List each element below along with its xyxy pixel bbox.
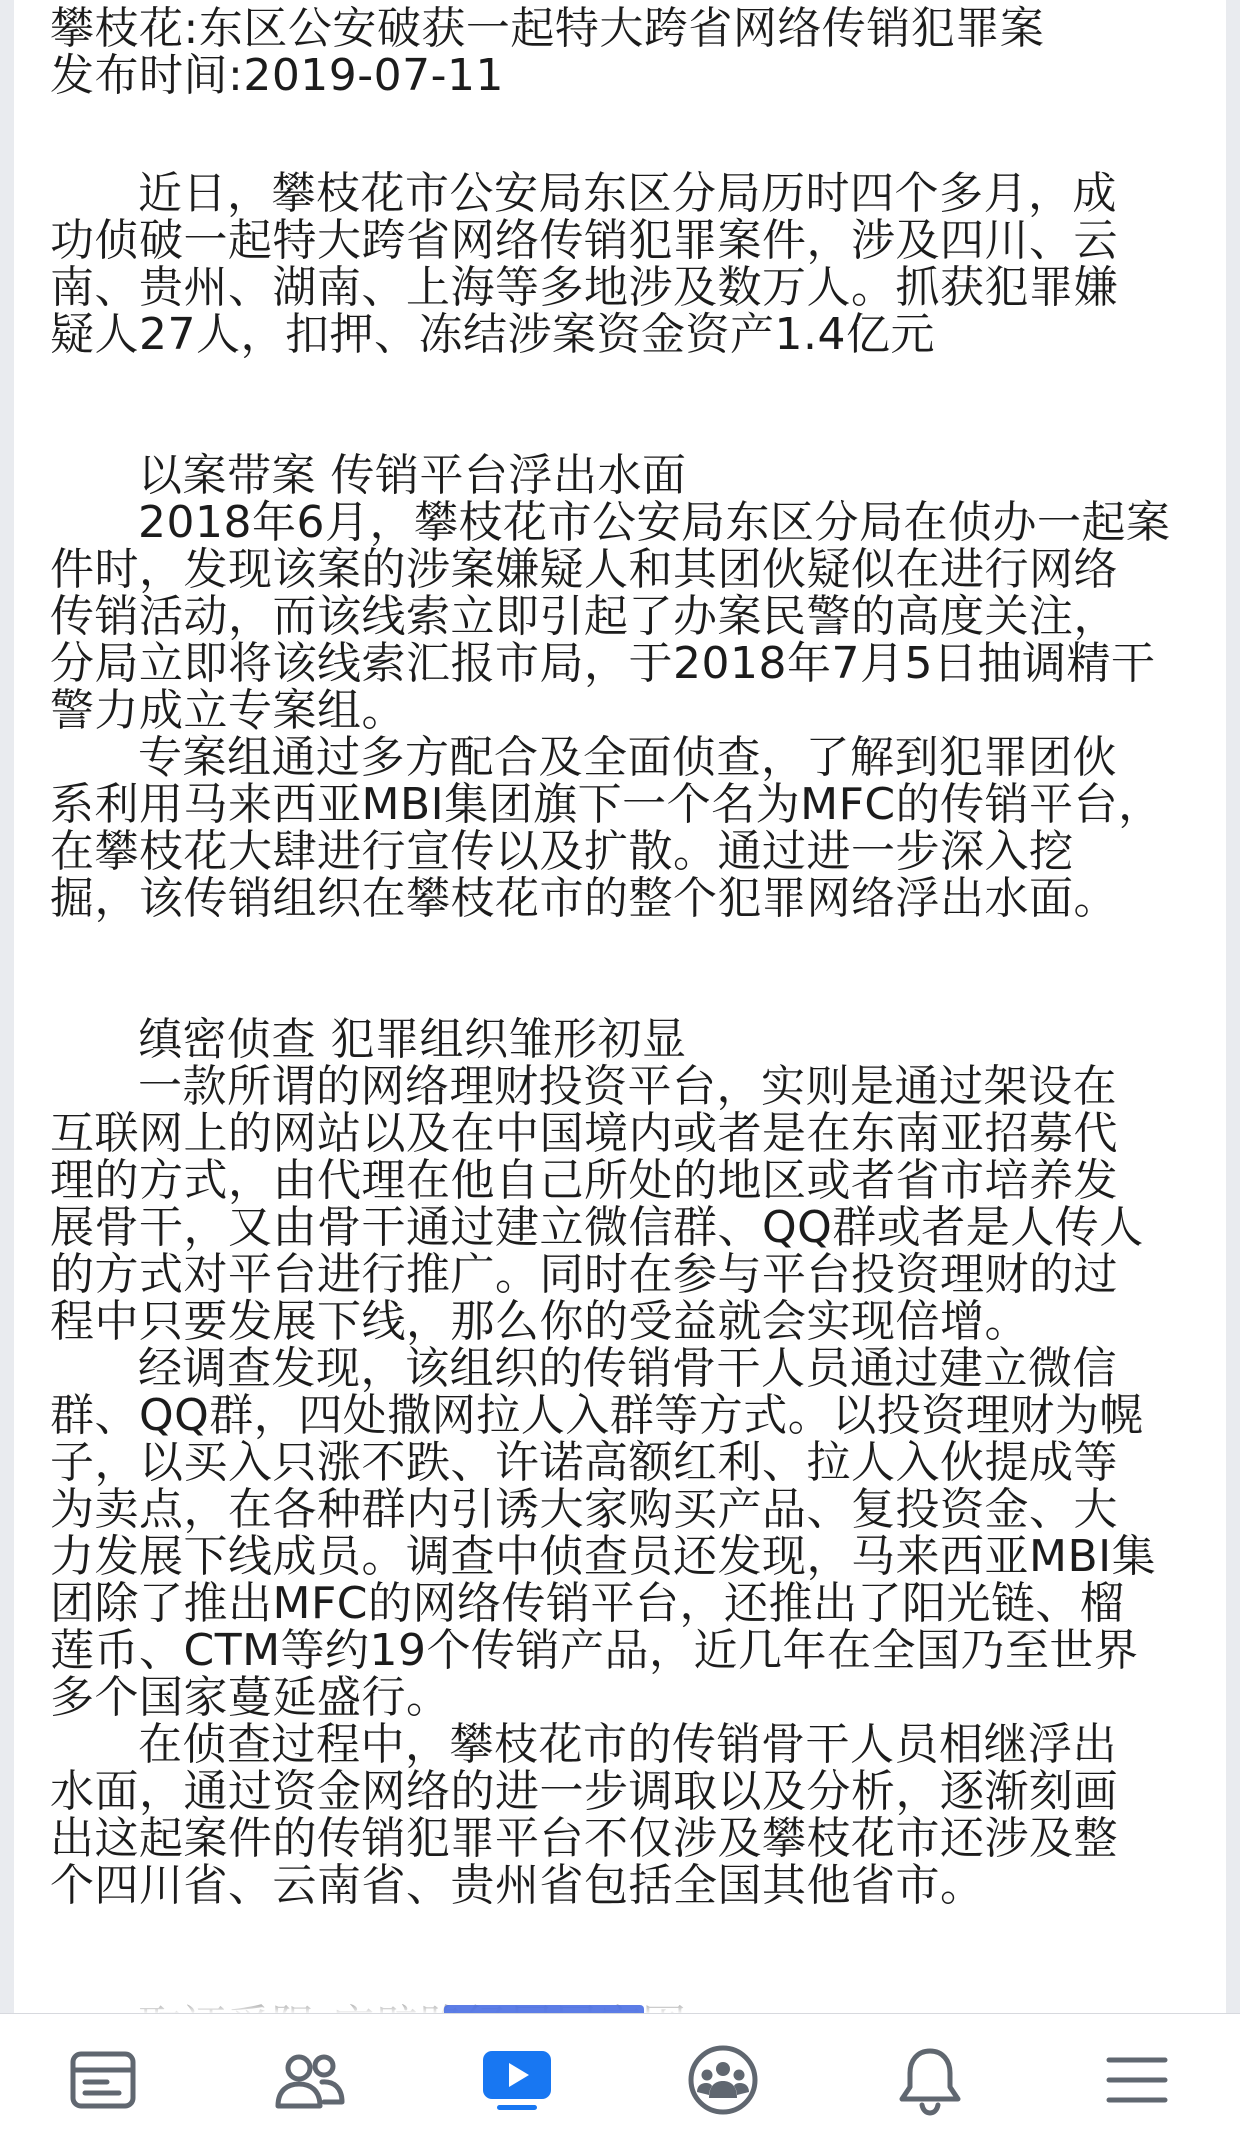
paragraph-line: 专案组通过多方配合及全面侦查，了解到犯罪团伙 xyxy=(138,732,1117,783)
paragraph-line: 在侦查过程中，攀枝花市的传销骨干人员相继浮出 xyxy=(138,1719,1117,1770)
paragraph-line: 展骨干，又由骨干通过建立微信群、QQ群或者是人传人 xyxy=(50,1202,1144,1253)
notifications-bell-icon[interactable] xyxy=(887,2037,973,2123)
news-feed-icon[interactable] xyxy=(60,2037,146,2123)
friends-icon[interactable] xyxy=(267,2037,353,2123)
paragraph xyxy=(50,734,1210,922)
paragraph-line: 南、贵州、湖南、上海等多地涉及数万人。抓获犯罪嫌 xyxy=(50,262,1118,313)
watch-video-icon[interactable] xyxy=(474,2037,560,2123)
paragraph-line: 分局立即将该线索汇报市局，于2018年7月5日抽调精干 xyxy=(50,638,1156,689)
paragraph-line: 理的方式，由代理在他自己所处的地区或者省市培养发 xyxy=(50,1155,1118,1206)
paragraph-line: 掘，该传销组织在攀枝花市的整个犯罪网络浮出水面。 xyxy=(50,873,1118,924)
paragraph-line: 为卖点，在各种群内引诱大家购买产品、复投资金、大 xyxy=(50,1484,1118,1535)
paragraph-line: 程中只要发展下线，那么你的受益就会实现倍增。 xyxy=(50,1296,1029,1347)
paragraph xyxy=(50,1063,1210,1345)
intro-paragraph xyxy=(50,170,1210,358)
paragraph-line: 多个国家蔓延盛行。 xyxy=(50,1672,451,1723)
paragraph-line: 经调查发现，该组织的传销骨干人员通过建立微信 xyxy=(138,1343,1117,1394)
paragraph-line: 2018年6月，攀枝花市公安局东区分局在侦办一起案 xyxy=(138,497,1171,548)
paragraph-line: 群、QQ群，四处撒网拉人入群等方式。以投资理财为幌 xyxy=(50,1390,1144,1441)
paragraph xyxy=(50,1345,1210,1721)
paragraph-line: 一款所谓的网络理财投资平台，实则是通过架设在 xyxy=(138,1061,1117,1112)
paragraph xyxy=(50,1721,1210,1909)
section-heading: 缜密侦查 犯罪组织雏形初显 xyxy=(138,1014,687,1065)
menu-icon[interactable] xyxy=(1094,2037,1180,2123)
article-card xyxy=(14,0,1226,2013)
groups-icon[interactable] xyxy=(680,2037,766,2123)
paragraph-line: 疑人27人，扣押、冻结涉案资金资产1.4亿元 xyxy=(50,309,935,360)
paragraph-line: 近日，攀枝花市公安局东区分局历时四个多月，成 xyxy=(138,168,1117,219)
scroll-indicator xyxy=(444,2005,644,2013)
paragraph-line: 传销活动，而该线索立即引起了办案民警的高度关注， xyxy=(50,591,1118,642)
paragraph-line: 子，以买入只涨不跌、许诺高额红利、拉人入伙提成等 xyxy=(50,1437,1118,1488)
paragraph-line: 在攀枝花大肆进行宣传以及扩散。通过进一步深入挖 xyxy=(50,826,1074,877)
paragraph-line: 件时，发现该案的涉案嫌疑人和其团伙疑似在进行网络 xyxy=(50,544,1118,595)
paragraph xyxy=(50,499,1210,734)
publish-date: 发布时间:2019-07-11 xyxy=(50,50,505,101)
paragraph-line: 出这起案件的传销犯罪平台不仅涉及攀枝花市还涉及整 xyxy=(50,1813,1118,1864)
paragraph-line: 个四川省、云南省、贵州省包括全国其他省市。 xyxy=(50,1860,985,1911)
paragraph-line: 团除了推出MFC的网络传销平台，还推出了阳光链、榴 xyxy=(50,1578,1125,1629)
paragraph-line: 力发展下线成员。调查中侦查员还发现，马来西亚MBI集 xyxy=(50,1531,1157,1582)
paragraph-line: 功侦破一起特大跨省网络传销犯罪案件，涉及四川、云 xyxy=(50,215,1118,266)
paragraph-line: 警力成立专案组。 xyxy=(50,685,406,736)
section-heading: 以案带案 传销平台浮出水面 xyxy=(138,450,687,501)
paragraph-line: 水面，通过资金网络的进一步调取以及分析，逐渐刻画 xyxy=(50,1766,1118,1817)
article-body xyxy=(50,0,1210,2050)
bottom-navigation-bar xyxy=(0,2013,1240,2145)
paragraph-line: 莲币、CTM等约19个传销产品，近几年在全国乃至世界 xyxy=(50,1625,1139,1676)
paragraph-line: 系利用马来西亚MBI集团旗下一个名为MFC的传销平台， xyxy=(50,779,1163,830)
paragraph-line: 的方式对平台进行推广。同时在参与平台投资理财的过 xyxy=(50,1249,1118,1300)
paragraph-line: 互联网上的网站以及在中国境内或者是在东南亚招募代 xyxy=(50,1108,1118,1159)
article-title: 攀枝花:东区公安破获一起特大跨省网络传销犯罪案 xyxy=(50,3,1045,54)
